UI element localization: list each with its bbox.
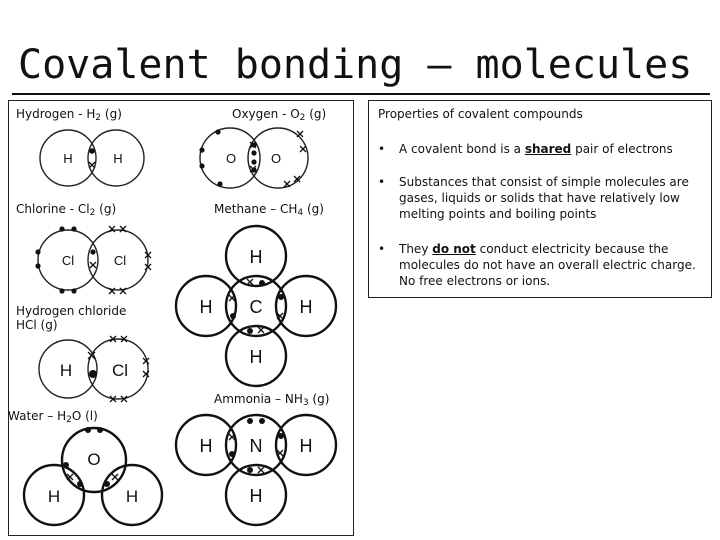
atom-symbol: H: [59, 361, 73, 380]
atom-symbol: O: [87, 450, 101, 469]
chlorine-diagram: [35, 226, 151, 294]
oxygen-diagram: [199, 128, 308, 188]
atom-symbol: C: [249, 297, 263, 317]
ammonia-diagram: [176, 415, 336, 525]
hydrogen-diagram: [40, 130, 144, 186]
atom-symbol: H: [63, 151, 73, 166]
bullet-marker: •: [378, 142, 386, 156]
property-bullet-conductivity: • They do not conduct electricity because the molecules do not have an overall electric charge. No free electrons or ions.: [378, 242, 696, 288]
bullet-marker: •: [378, 242, 386, 256]
chlorine-label: Chlorine - $Cl_2$ (g): [16, 202, 117, 218]
atom-symbol: H: [199, 436, 213, 456]
hydrogen-label: Hydrogen - $H_2$ (g): [16, 107, 122, 123]
oxygen-label: Oxygen - $O_2$ (g): [232, 107, 327, 123]
atom-symbol: H: [249, 486, 263, 506]
atom-symbol: H: [249, 247, 263, 267]
hydrogen-chloride-label: Hydrogen chloride HCl (g): [16, 304, 127, 332]
methane-diagram: [176, 226, 336, 386]
atom-symbol: Cl: [113, 253, 127, 268]
properties-title: Properties of covalent compounds: [378, 107, 583, 121]
bullet-marker: •: [378, 175, 386, 189]
property-bullet-simple-molecules: • Substances that consist of simple molecules are gases, liquids or solids that have relatively low melting points and boiling points: [378, 175, 689, 221]
methane-label: Methane – $CH_4$ (g): [214, 202, 324, 218]
hydrogen-chloride-diagram: [39, 336, 149, 402]
atom-symbol: H: [47, 487, 61, 506]
atom-symbol: H: [299, 297, 313, 317]
atom-symbol: H: [199, 297, 213, 317]
atom-symbol: H: [113, 151, 123, 166]
keyword-do-not: do not: [432, 242, 476, 256]
atom-symbol: Cl: [61, 253, 75, 268]
property-bullet-shared-pair: • A covalent bond is a shared pair of electrons: [378, 142, 673, 156]
atom-symbol: Cl: [111, 361, 129, 380]
water-diagram: [24, 427, 162, 525]
atom-symbol: H: [249, 347, 263, 367]
page-title: Covalent bonding – molecules: [18, 42, 693, 88]
keyword-shared: shared: [524, 142, 572, 156]
atom-symbol: H: [125, 487, 139, 506]
water-label: Water – $H_2O$ (l): [8, 409, 98, 425]
atom-symbol: O: [270, 151, 282, 166]
atom-symbol: N: [249, 436, 263, 456]
atom-symbol: O: [225, 151, 237, 166]
atom-symbol: H: [299, 436, 313, 456]
ammonia-label: Ammonia – $NH_3$ (g): [214, 392, 330, 408]
